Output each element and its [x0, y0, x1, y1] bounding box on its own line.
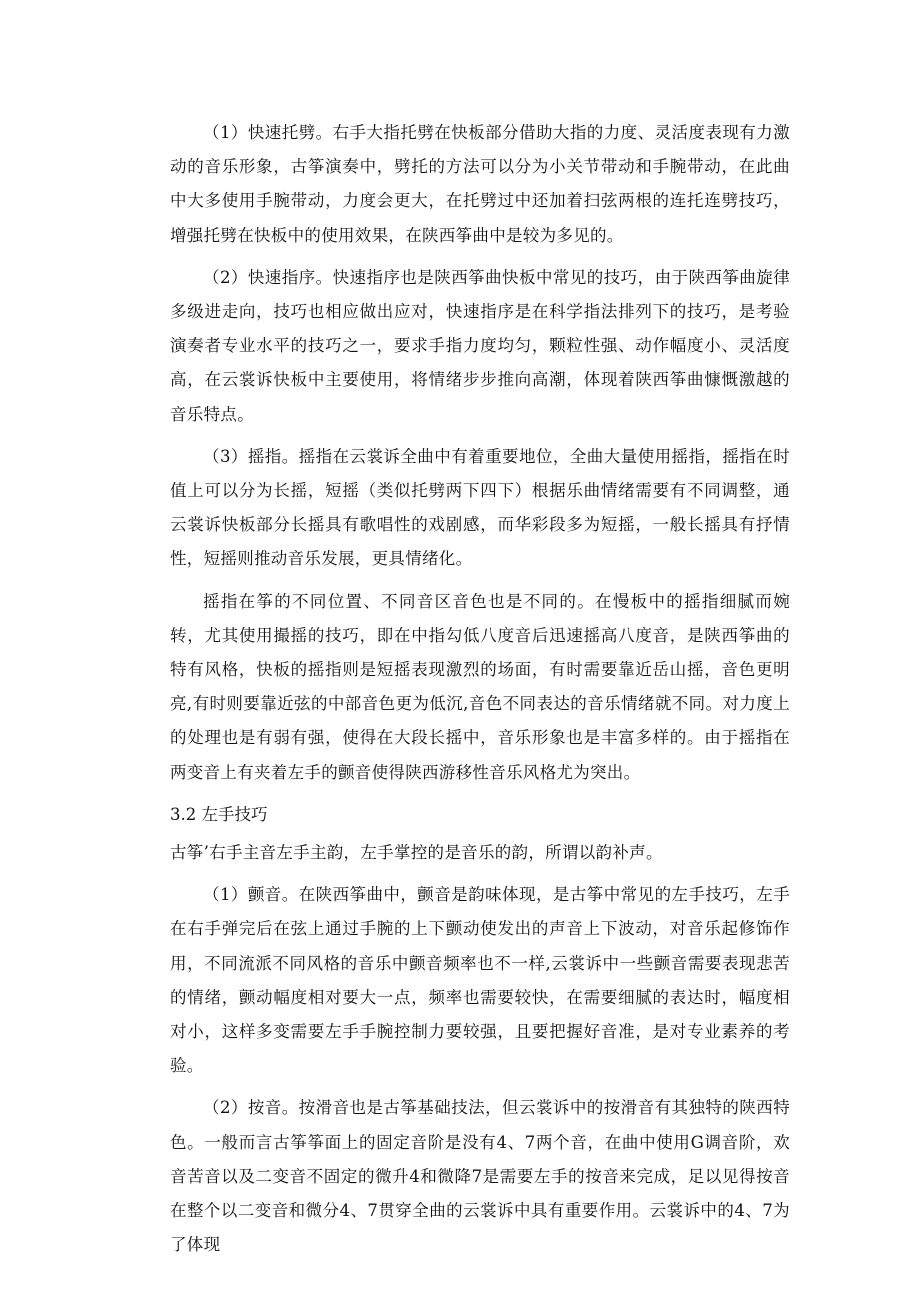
paragraph-fast-tuopi: （1）快速托劈。右手大指托劈在快板部分借助大指的力度、灵活度表现有力激动的音乐形象，古筝演奏中，劈托的方法可以分为小关节带动和手腕带动，在此曲中大多使用手腕带动，力度会更大，在托劈过中还加着扫弦两根的连托连劈技巧，增强托劈在快板中的使用效果，在陕西筝曲中是较为多见的。	[170, 123, 790, 245]
paragraph-tremolo: （3）摇指。摇指在云裳诉全曲中有着重要地位，全曲大量使用摇指，摇指在时值上可以分为长摇，短摇（类似托劈两下四下）根据乐曲情绪需要有不同调整，通云裳诉快板部分长摇具有歌唱性的戏剧感，而华彩段多为短摇，一般长摇具有抒情性，短摇则推动音乐发展，更具情绪化。	[170, 446, 790, 569]
document-page	[170, 116, 790, 1263]
paragraph-press-note: （2）按音。按滑音也是古筝基础技法，但云裳诉中的按滑音有其独特的陕西特色。一般而言古筝筝面上的固定音阶是没有4、7两个音，在曲中使用G调音阶，欢音苦音以及二变音不固定的微升4和微降7是需要左手的按音来完成，足以见得按音在整个以二变音和微分4、7贯穿全曲的云裳诉中具有重要作用。云裳诉中的4、7为了体现	[170, 1098, 790, 1255]
paragraph-vibrato: （1）颤音。在陕西筝曲中，颤音是韵味体现，是古筝中常见的左手技巧，左手在右手弹完后在弦上通过手腕的上下颤动使发出的声音上下波动，对音乐起修饰作用，不同流派不同风格的音乐中颤音频率也不一样,云裳诉中一些颤音需要表现悲苦的情绪，颤动幅度相对要大一点，频率也需要较快，在需要细腻的表达时，幅度相对小，这样多变需要左手手腕控制力要较强，且要把握好音准，是对专业素养的考验。	[170, 885, 790, 1076]
paragraph-left-hand-intro: 古筝’右手主音左手主韵，左手掌控的是音乐的韵，所谓以韵补声。	[170, 843, 663, 863]
paragraph-tremolo-timbre: 摇指在筝的不同位置、不同音区音色也是不同的。在慢板中的摇指细腻而婉转，尤其使用撮摇的技巧，即在中指勾低八度音后迅速摇高八度音，是陕西筝曲的特有风格，快板的摇指则是短摇表现激烈的场面，有时需要靠近岳山摇，音色更明亮,有时则要靠近弦的中部音色更为低沉,音色不同表达的音乐情绪就不同。对力度上的处理也是有弱有强，使得在大段长摇中，音乐形象也是丰富多样的。由于摇指在两变音上有夹着左手的颤音使得陕西游移性音乐风格尤为突出。	[170, 591, 790, 782]
paragraph-fast-fingering: （2）快速指序。快速指序也是陕西筝曲快板中常见的技巧，由于陕西筝曲旋律多级进走向，技巧也相应做出应对，快速指序是在科学指法排列下的技巧，是考验演奏者专业水平的技巧之一，要求手指力度均匀，颗粒性强、动作幅度小、灵活度高，在云裳诉快板中主要使用，将情绪步步推向高潮，体现着陕西筝曲慷慨激越的音乐特点。	[170, 267, 790, 424]
section-heading: 3.2 左手技巧	[170, 804, 268, 824]
